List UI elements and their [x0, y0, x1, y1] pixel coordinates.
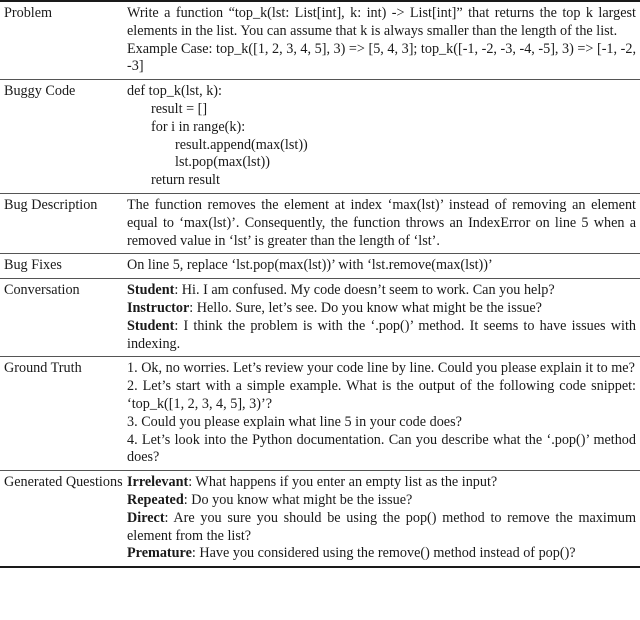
problem-text: Write a function “top_k(lst: List[int], k: int) -> List[int]” that returns the top k largest elements in the list. You can assume that k is always smaller than the length of the list.: [127, 5, 636, 39]
turn-text: : Hello. Sure, let’s see. Do you know what might be the issue?: [189, 299, 542, 316]
row-label: Buggy Code: [4, 83, 76, 100]
conversation-content: [127, 282, 640, 353]
row-label: Bug Description: [4, 196, 98, 213]
buggy-code-content: [127, 83, 640, 190]
ground-truth-item: 1. Ok, no worries. Let’s review your code line by line. Could you please explain it to me?: [127, 360, 635, 377]
question-text: : What happens if you enter an empty list as the input?: [188, 474, 498, 491]
generated-question: [127, 474, 636, 492]
bug-description-text: The function removes the element at index ‘max(lst)’ instead of removing an element equal to ‘max(lst)’. Consequently, the function throws an IndexError on line 5 when a removed value in ‘lst’ is greater than the length of ‘lst’.: [127, 196, 636, 249]
code-line: lst.pop(max(lst)): [175, 154, 270, 171]
row-buggy-code: [0, 80, 640, 194]
question-type: Premature: [127, 545, 192, 562]
generated-question: [127, 545, 636, 563]
row-conversation: [0, 279, 640, 357]
row-generated-questions: [0, 471, 640, 568]
code-line: result.append(max(lst)): [175, 136, 308, 153]
generated-questions-content: [127, 474, 640, 563]
question-text: : Have you considered using the remove() method instead of pop()?: [191, 545, 576, 562]
ground-truth-item: 3. Could you please explain what line 5 in your code does?: [127, 413, 462, 430]
ground-truth-item: 4. Let’s look into the Python documentation. Can you describe what the ‘.pop()’ method does?: [127, 431, 636, 466]
row-bug-description: [0, 194, 640, 254]
turn-text: : Hi. I am confused. My code doesn’t seem to work. Can you help?: [174, 282, 555, 299]
problem-example: Example Case: top_k([1, 2, 3, 4, 5], 3) => [5, 4, 3]; top_k([-1, -2, -3, -4, -5], 3) => [-1, -2, -3]: [127, 40, 636, 75]
bug-fixes-text: On line 5, replace ‘lst.pop(max(lst))’ with ‘lst.remove(max(lst))’: [127, 257, 493, 274]
speaker-label: Instructor: [127, 299, 190, 316]
speaker-label: Student: [127, 317, 175, 334]
generated-question: [127, 492, 636, 510]
conversation-turn: [127, 318, 636, 354]
question-text: : Do you know what might be the issue?: [183, 491, 413, 508]
code-line: result = []: [151, 100, 208, 117]
row-label: Ground Truth: [4, 360, 82, 377]
row-label: Generated Questions: [4, 474, 123, 491]
code-line: return result: [151, 172, 220, 189]
row-label: Problem: [4, 5, 53, 21]
row-ground-truth: [0, 357, 640, 471]
question-type: Repeated: [127, 491, 184, 508]
speaker-label: Student: [127, 282, 175, 299]
generated-question: [127, 510, 636, 546]
problem-content: [127, 5, 640, 76]
conversation-turn: [127, 300, 636, 318]
turn-text: : I think the problem is with the ‘.pop()’ method. It seems to have issues with indexing.: [127, 317, 636, 352]
conversation-turn: [127, 282, 636, 300]
code-line: def top_k(lst, k):: [127, 83, 222, 100]
code-line: for i in range(k):: [151, 118, 246, 135]
row-label: Conversation: [4, 282, 80, 299]
row-bug-fixes: [0, 254, 640, 279]
question-type: Direct: [127, 509, 165, 526]
ground-truth-item: 2. Let’s start with a simple example. What is the output of the following code snippet: ‘top_k([1, 2, 3, 4, 5], 3)’?: [127, 378, 636, 412]
row-label: Bug Fixes: [4, 257, 62, 274]
question-text: : Are you sure you should be using the pop() method to remove the maximum element from the list?: [127, 509, 636, 544]
ground-truth-content: [127, 360, 640, 467]
question-type: Irrelevant: [127, 474, 189, 491]
row-problem: [0, 2, 640, 80]
